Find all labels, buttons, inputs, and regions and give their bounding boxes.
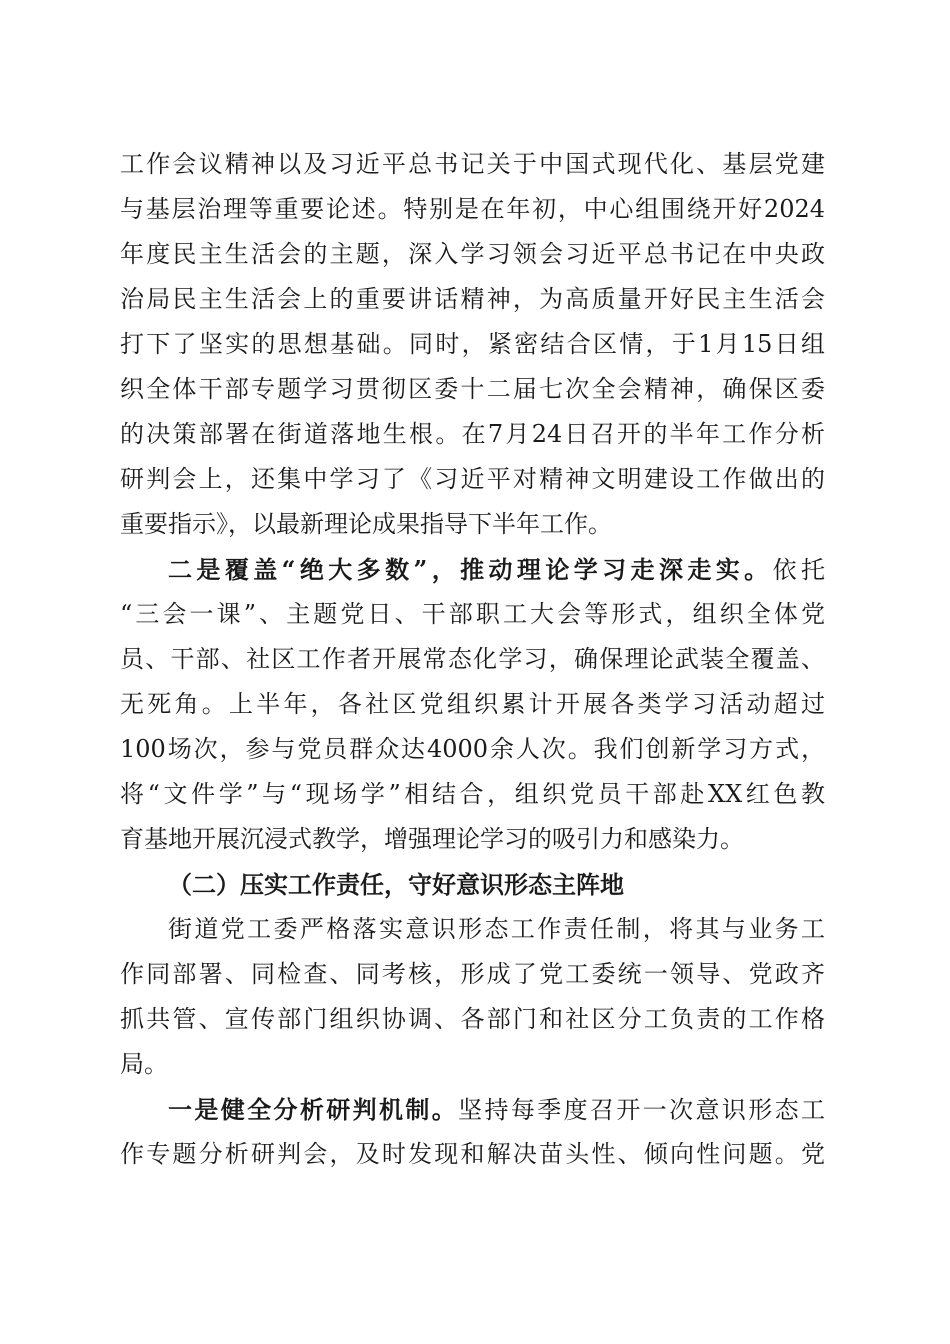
paragraph-line: 的决策部署在街道落地生根。在7月24日召开的半年工作分析 (120, 420, 825, 448)
document-body (120, 142, 825, 1177)
paragraph-first-line (120, 547, 825, 592)
paragraph-line: 育基地开展沉浸式教学，增强理论学习的吸引力和感染力。 (120, 825, 744, 853)
paragraph-line: 作专题分析研判会，及时发现和解决苗头性、倾向性问题。党 (120, 1140, 825, 1168)
paragraph-line: 无死角。上半年，各社区党组织累计开展各类学习活动超过 (120, 690, 825, 718)
paragraph-lead: 二是覆盖“绝大多数”，推动理论学习走深走实。 (168, 555, 773, 584)
section-heading: （二）压实工作责任，守好意识形态主阵地 (168, 870, 624, 899)
paragraph-lead: 一是健全分析研判机制。 (168, 1095, 459, 1124)
paragraph-line: 与基层治理等重要论述。特别是在年初，中心组围绕开好2024 (120, 195, 825, 223)
paragraph-line: 员、干部、社区工作者开展常态化学习，确保理论武装全覆盖、 (120, 645, 825, 673)
paragraph-first-line (120, 1087, 825, 1132)
paragraph-line: 作同部署、同检查、同考核，形成了党工委统一领导、党政齐 (120, 960, 825, 988)
paragraph-line: 织全体干部专题学习贯彻区委十二届七次全会精神，确保区委 (120, 375, 825, 403)
paragraph-line: 打下了坚实的思想基础。同时，紧密结合区情，于1月15日组 (120, 330, 825, 358)
paragraph-line: 年度民主生活会的主题，深入学习领会习近平总书记在中央政 (120, 240, 825, 268)
paragraph-line: 工作会议精神以及习近平总书记关于中国式现代化、基层党建 (120, 150, 825, 178)
paragraph-line: 100场次，参与党员群众达4000余人次。我们创新学习方式， (120, 735, 825, 763)
paragraph-line: 治局民主生活会上的重要讲话精神，为高质量开好民主生活会 (120, 285, 825, 313)
paragraph-line: “三会一课”、主题党日、干部职工大会等形式，组织全体党 (120, 600, 825, 628)
paragraph-text: 依托 (772, 556, 825, 584)
paragraph-line: 抓共管、宣传部门组织协调、各部门和社区分工负责的工作格 (120, 1005, 825, 1033)
paragraph-line: 研判会上，还集中学习了《习近平对精神文明建设工作做出的 (120, 465, 825, 493)
paragraph-text: 坚持每季度召开一次意识形态工 (458, 1096, 825, 1124)
paragraph-line: 街道党工委严格落实意识形态工作责任制，将其与业务工 (168, 915, 825, 943)
paragraph-line: 将“文件学”与“现场学”相结合，组织党员干部赴XX红色教 (120, 780, 825, 808)
paragraph-line: 局。 (120, 1050, 168, 1078)
paragraph-line: 重要指示》，以最新理论成果指导下半年工作。 (120, 510, 612, 538)
